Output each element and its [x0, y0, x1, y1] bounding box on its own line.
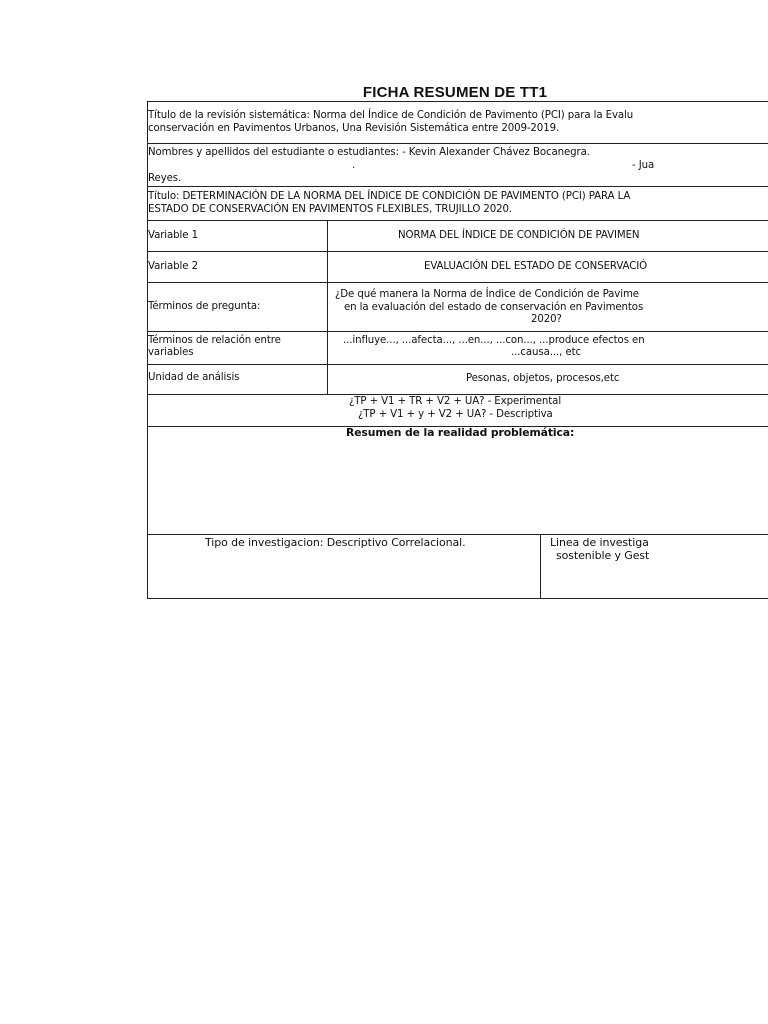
research-line-part-1: Linea de investiga: [550, 536, 649, 549]
thesis-title-line-1: Título: DETERMINACIÓN DE LA NORMA DEL ÍNDICE DE CONDICIÓN DE PAVIMENTO (PCI) PARA LA: [148, 191, 631, 202]
analysis-unit-label: Unidad de análisis: [148, 372, 240, 383]
page-title: FICHA RESUMEN DE TT1: [362, 84, 548, 101]
divider-review-students: [147, 143, 768, 144]
divider-bottom: [147, 598, 768, 599]
summary-sheet: [147, 101, 768, 599]
divider-unit-formulas: [147, 394, 768, 395]
question-terms-label: Términos de pregunta:: [148, 301, 261, 312]
review-title-line-1: Título de la revisión sistemática: Norma del Índice de Condición de Pavimento (PCI) para la Evalu: [148, 110, 634, 121]
students-line-1: Nombres y apellidos del estudiante o estudiantes: - Kevin Alexander Chávez Bocanegra.: [148, 147, 590, 158]
divider-label-column: [327, 220, 328, 395]
relation-terms-value-line-2: ...causa..., etc: [511, 347, 582, 358]
variable-1-value: NORMA DEL ÍNDICE DE CONDICIÓN DE PAVIMEN: [398, 230, 640, 241]
problem-summary-heading: Resumen de la realidad problemática:: [346, 426, 575, 439]
divider-variable2-question: [147, 282, 768, 283]
analysis-unit-value: Pesonas, objetos, procesos,etc: [466, 373, 620, 384]
divider-question-relation: [147, 331, 768, 332]
relation-terms-value-line-1: ...influye..., ...afecta..., ...en..., ...con..., ...produce efectos en: [343, 335, 645, 346]
divider-relation-unit: [147, 364, 768, 365]
divider-variable1-variable2: [147, 251, 768, 252]
divider-title-variable1: [147, 220, 768, 221]
relation-terms-label-line-2: variables: [148, 347, 194, 358]
variable-2-value: EVALUACIÓN DEL ESTADO DE CONSERVACIÓ: [424, 261, 648, 272]
divider-footer-column: [540, 534, 541, 599]
formula-experimental: ¿TP + V1 + TR + V2 + UA? - Experimental: [349, 396, 562, 407]
thesis-title-line-2: ESTADO DE CONSERVACIÓN EN PAVIMENTOS FLEXIBLES, TRUJILLO 2020.: [148, 204, 513, 215]
students-second-student: - Jua: [632, 160, 655, 171]
students-line-3: Reyes.: [148, 173, 182, 184]
question-terms-value-line-1: ¿De qué manera la Norma de Índice de Condición de Pavime: [335, 289, 639, 300]
question-terms-value-line-3: 2020?: [531, 314, 562, 325]
review-title-line-2: conservación en Pavimentos Urbanos, Una Revisión Sistemática entre 2009-2019.: [148, 123, 560, 134]
research-type: Tipo de investigacion: Descriptivo Correlacional.: [205, 536, 466, 549]
summary-table: [147, 101, 768, 599]
variable-2-label: Variable 2: [148, 261, 198, 272]
divider-top: [147, 101, 768, 102]
students-dot: .: [352, 160, 356, 171]
research-line-part-2: sostenible y Gest: [556, 549, 650, 562]
question-terms-value-line-2: en la evaluación del estado de conservación en Pavimentos: [344, 302, 644, 313]
formula-descriptive: ¿TP + V1 + y + V2 + UA? - Descriptiva: [358, 409, 553, 420]
divider-summary-footer: [147, 534, 768, 535]
relation-terms-label-line-1: Términos de relación entre: [148, 335, 281, 346]
divider-students-title: [147, 186, 768, 187]
variable-1-label: Variable 1: [148, 230, 198, 241]
